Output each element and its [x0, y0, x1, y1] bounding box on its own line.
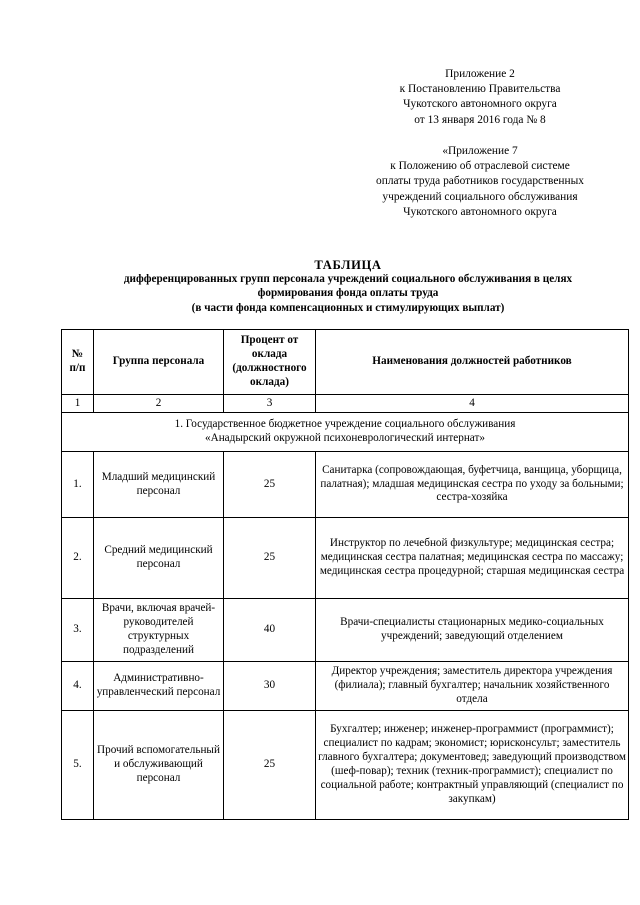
appendix-line: Чукотского автономного округа: [403, 98, 557, 111]
header-num-symbol: №: [71, 348, 84, 361]
row-number: 5.: [62, 711, 94, 820]
title-line: дифференцированных групп персонала учреждений социального обслуживания в целях: [123, 273, 573, 286]
appendix-ref-line: оплаты труда работников государственных: [376, 175, 584, 188]
row-group: Младший медицинский персонал: [94, 452, 224, 518]
section-title-line: «Анадырский окружной психоневрологический интернат»: [205, 432, 485, 444]
row-percent: 25: [224, 518, 316, 599]
column-number: 3: [224, 395, 316, 413]
table-header-row: [62, 330, 629, 395]
appendix-line: к Постановлению Правительства: [399, 83, 561, 96]
section-row: [62, 413, 629, 452]
header-group: Группа персонала: [94, 330, 224, 395]
row-number: 1.: [62, 452, 94, 518]
appendix-ref-line: «Приложение 7: [442, 145, 518, 157]
title-line: формирования фонда оплаты труда: [257, 287, 439, 300]
row-group: Врачи, включая врачей-руководителей структурных подразделений: [94, 599, 224, 662]
table-row: [62, 599, 629, 662]
document-title: [60, 258, 636, 315]
table-row: [62, 452, 629, 518]
row-percent: 40: [224, 599, 316, 662]
section-title: [62, 413, 629, 452]
appendix-header: [300, 67, 640, 128]
row-number: 3.: [62, 599, 94, 662]
table-row: [62, 662, 629, 711]
row-percent: 25: [224, 452, 316, 518]
appendix-ref-line: учреждений социального обслуживания: [382, 190, 578, 203]
section-title-line: 1. Государственное бюджетное учреждение социального обслуживания: [174, 418, 516, 431]
row-group: Административно-управленческий персонал: [94, 662, 224, 711]
personnel-groups-table: [61, 329, 629, 820]
column-number: 1: [62, 395, 94, 413]
column-number: 4: [316, 395, 629, 413]
header-num-abbrev: п/п: [69, 362, 86, 374]
row-group: Прочий вспомогательный и обслуживающий персонал: [94, 711, 224, 820]
row-positions: Бухгалтер; инженер; инженер-программист (программист); специалист по кадрам; экономист; юрисконсульт; заместитель главного бухгалтера; документовед; заведующий производством (шеф-повар); техник (техник-программист); специалист по социальной работе; контрактный управляющий (специалист по закупкам): [316, 711, 629, 820]
column-number: 2: [94, 395, 224, 413]
header-positions: Наименования должностей работников: [316, 330, 629, 395]
row-number: 4.: [62, 662, 94, 711]
title-main: ТАБЛИЦА: [314, 258, 382, 272]
row-positions: Директор учреждения; заместитель директора учреждения (филиала); главный бухгалтер; начальник хозяйственного отдела: [316, 662, 629, 711]
appendix-line: Приложение 2: [445, 68, 515, 80]
row-positions: Инструктор по лечебной физкультуре; медицинская сестра; медицинская сестра палатная; медицинская сестра по массажу; медицинская сестра процедурной; старшая медицинская сестра: [316, 518, 629, 599]
header-num: [62, 330, 94, 395]
title-line: (в части фонда компенсационных и стимулирующих выплат): [191, 301, 505, 314]
appendix-ref-line: Чукотского автономного округа: [403, 205, 557, 218]
table-row: [62, 518, 629, 599]
row-positions: Врачи-специалисты стационарных медико-социальных учреждений; заведующий отделением: [316, 599, 629, 662]
row-number: 2.: [62, 518, 94, 599]
row-positions: Санитарка (сопровождающая, буфетчица, ванщица, уборщица, палатная); младшая медицинская сестра по уходу за больными; сестра-хозяйка: [316, 452, 629, 518]
column-number-row: [62, 395, 629, 413]
header-percent: Процент от оклада (должностного оклада): [224, 330, 316, 395]
appendix-reference: [300, 144, 640, 220]
row-percent: 25: [224, 711, 316, 820]
appendix-ref-line: к Положению об отраслевой системе: [390, 160, 570, 173]
row-percent: 30: [224, 662, 316, 711]
row-group: Средний медицинский персонал: [94, 518, 224, 599]
table-row: [62, 711, 629, 820]
appendix-line: от 13 января 2016 года № 8: [414, 113, 546, 126]
